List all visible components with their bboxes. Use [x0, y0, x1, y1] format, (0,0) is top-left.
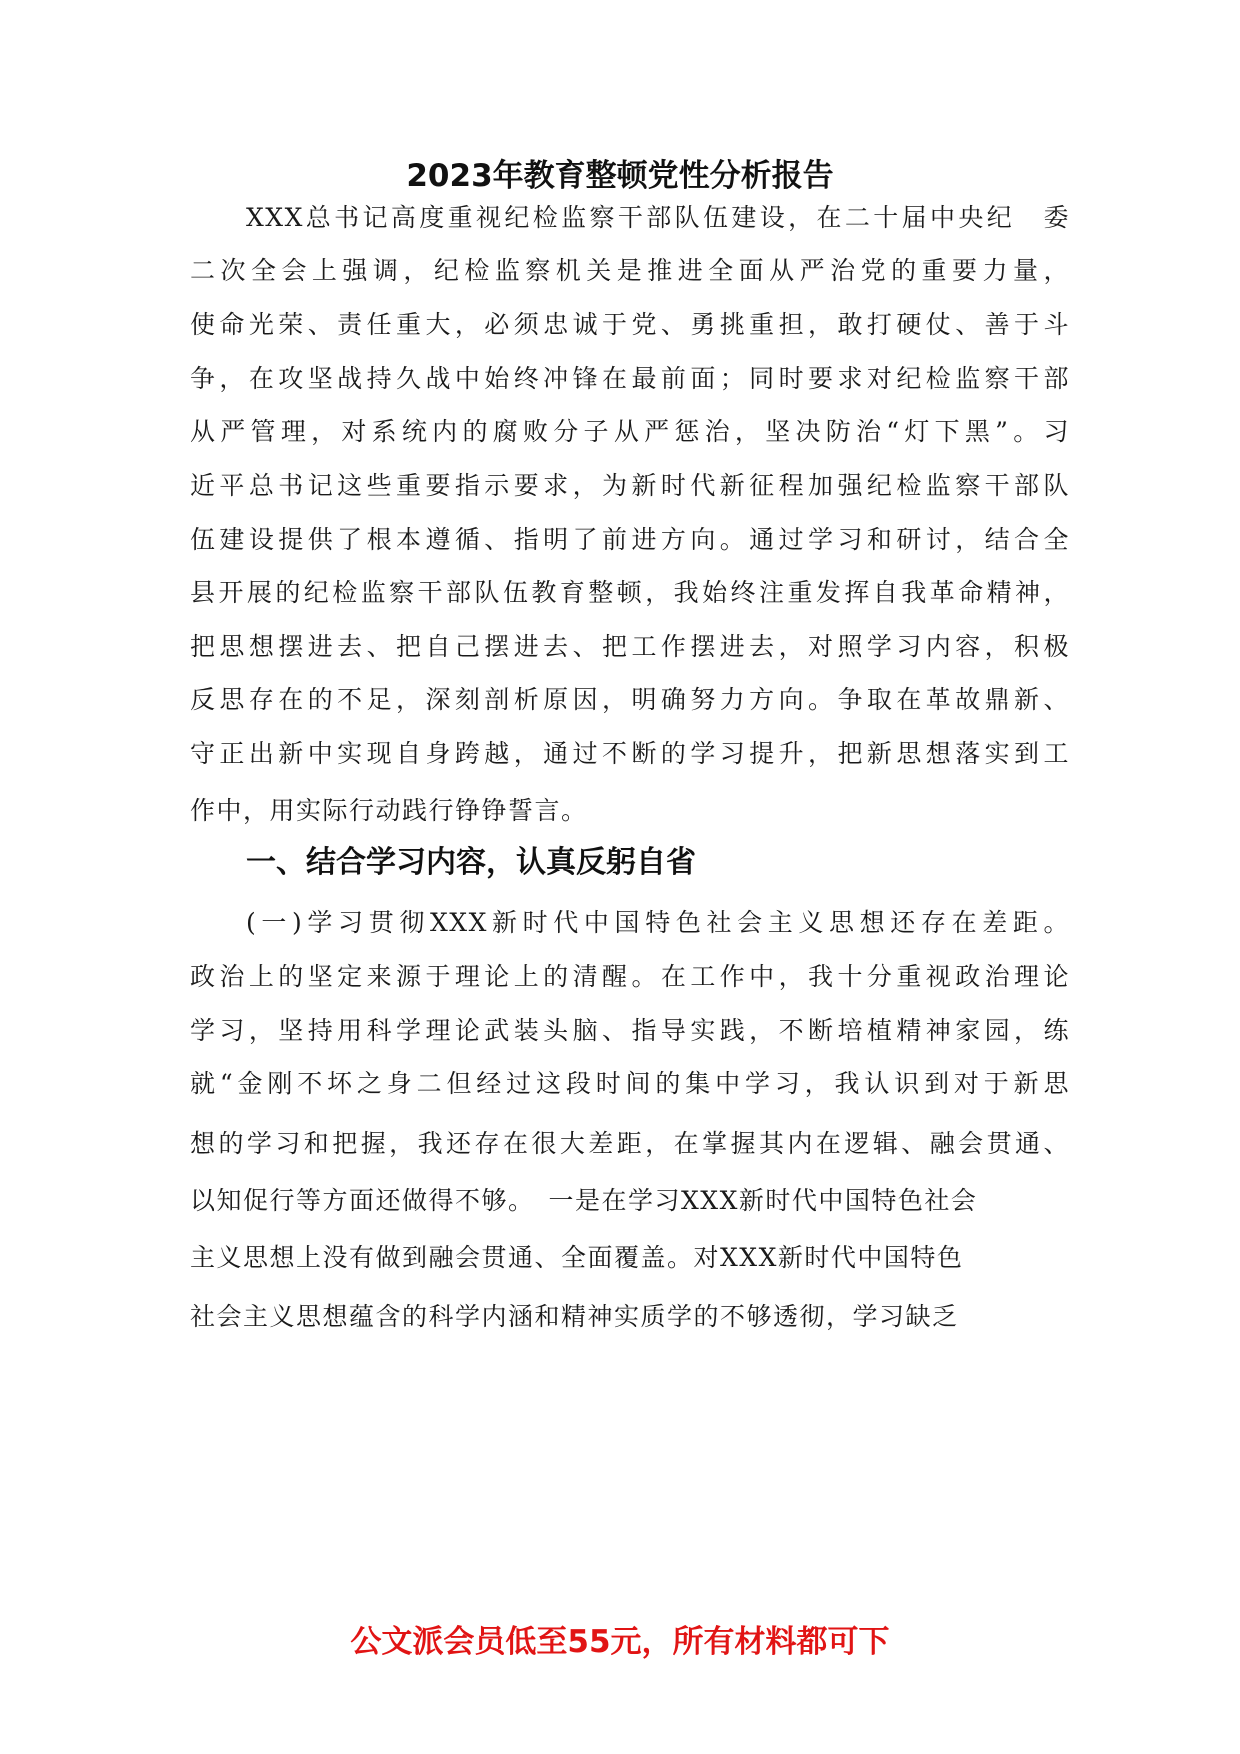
intro-line-10: 反思存在的不足，深刻剖析原因，明确努力方向。争取在革故鼎新、: [190, 685, 1070, 714]
intro-line-12: 作中，用实际行动践行铮铮誓言。: [190, 796, 588, 825]
section1-line-3: 学习，坚持用科学理论武装头脑、指导实践，不断培植精神家园，练: [190, 1016, 1070, 1045]
intro-line-2: 二次全会上强调，纪检监察机关是推进全面从严治党的重要力量，: [190, 256, 1070, 285]
document-title: 2023年教育整顿党性分析报告: [406, 158, 834, 194]
intro-line-8: 县开展的纪检监察干部队伍教育整顿，我始终注重发挥自我革命精神，: [190, 578, 1070, 607]
section-heading-1: 一、结合学习内容，认真反躬自省: [246, 845, 696, 880]
section1-line-6: 以知促行等方面还做得不够。 一是在学习XXX新时代中国特色社会: [190, 1186, 978, 1215]
intro-line-1: XXX总书记高度重视纪检监察干部队伍建设，在二十届中央纪 委: [246, 203, 1070, 232]
section1-line-4: 就“金刚不坏之身二但经过这段时间的集中学习，我认识到对于新思: [190, 1069, 1070, 1098]
intro-line-3: 使命光荣、责任重大，必须忠诚于党、勇挑重担，敢打硬仗、善于斗: [190, 310, 1070, 339]
section1-line-5: 想的学习和把握，我还存在很大差距，在掌握其内在逻辑、融会贯通、: [190, 1129, 1070, 1158]
section1-line-1: (一)学习贯彻XXX新时代中国特色社会主义思想还存在差距。: [246, 908, 1070, 937]
intro-line-4: 争，在攻坚战持久战中始终冲锋在最前面；同时要求对纪检监察干部: [190, 364, 1070, 393]
intro-line-5: 从严管理，对系统内的腐败分子从严惩治，坚决防治“灯下黑”。习: [190, 417, 1070, 446]
section1-line-8: 社会主义思想蕴含的科学内涵和精神实质学的不够透彻，学习缺乏: [190, 1302, 959, 1331]
section1-line-2: 政治上的坚定来源于理论上的清醒。在工作中，我十分重视政治理论: [190, 962, 1070, 991]
intro-line-6: 近平总书记这些重要指示要求，为新时代新征程加强纪检监察干部队: [190, 471, 1070, 500]
intro-line-9: 把思想摆进去、把自己摆进去、把工作摆进去，对照学习内容，积极: [190, 632, 1070, 661]
intro-line-7: 伍建设提供了根本遵循、指明了前进方向。通过学习和研讨，结合全: [190, 525, 1070, 554]
footer-promo-text: 公文派会员低至55元，所有材料都可下: [350, 1624, 890, 1660]
section1-line-7: 主义思想上没有做到融会贯通、全面覆盖。对XXX新时代中国特色: [190, 1243, 964, 1272]
intro-line-11: 守正出新中实现自身跨越，通过不断的学习提升，把新思想落实到工: [190, 739, 1070, 768]
